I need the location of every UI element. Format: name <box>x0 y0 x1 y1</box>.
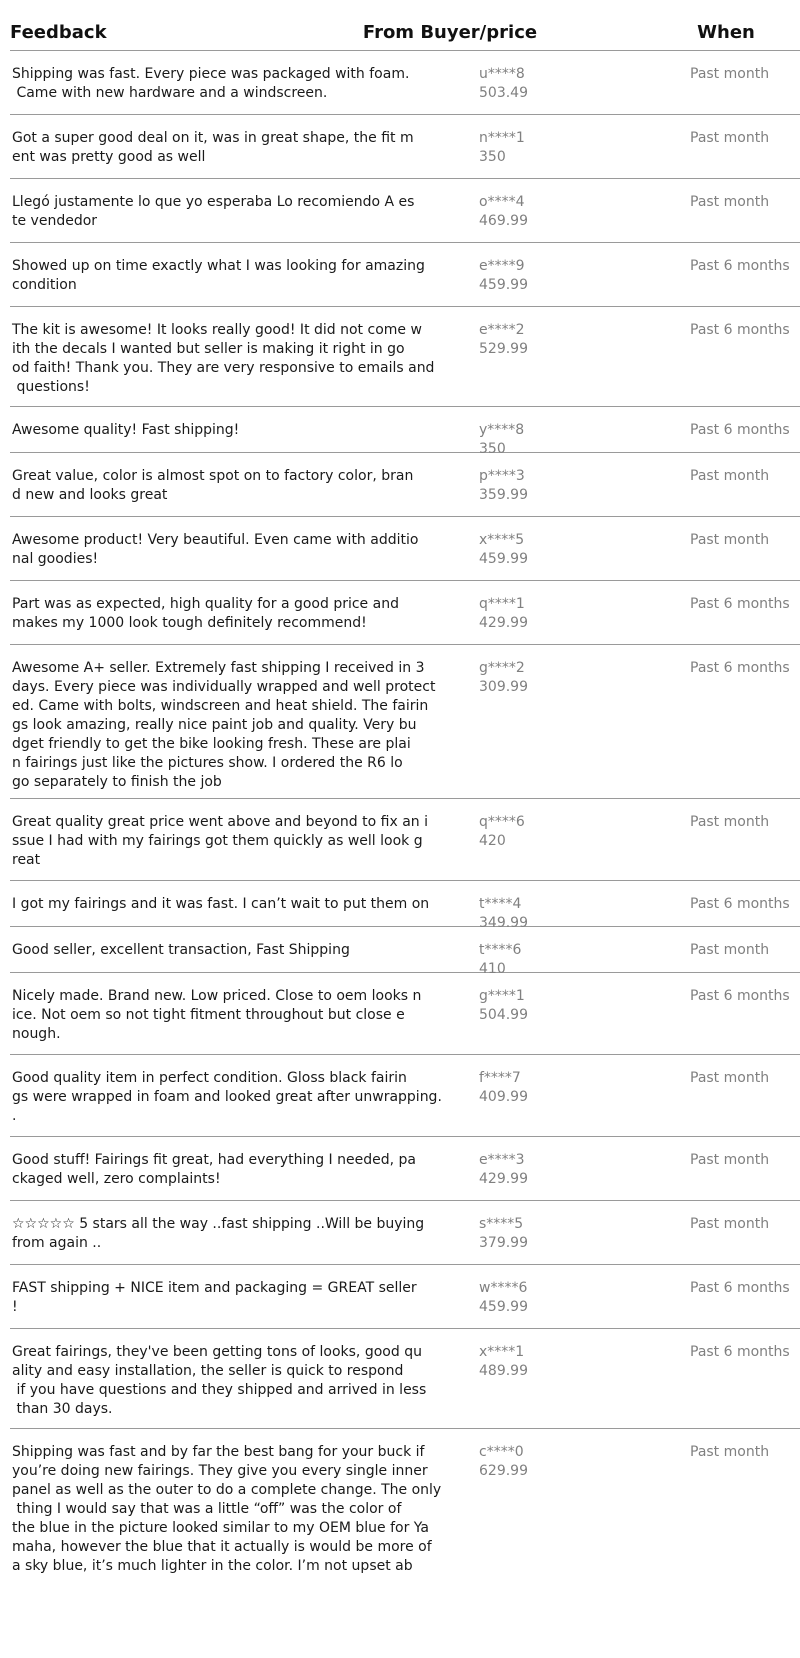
feedback-rows <box>10 51 800 1629</box>
feedback-text: Good seller, excellent transaction, Fast Shipping <box>12 942 350 958</box>
table-row <box>10 973 800 1055</box>
feedback-text: Got a super good deal on it, was in great shape, the fit m ent was pretty good as well <box>12 130 414 165</box>
feedback-when: Past 6 months <box>690 322 790 338</box>
buyer-price: 429.99 <box>479 1171 528 1187</box>
table-row <box>10 407 800 457</box>
buyer-info <box>479 193 528 231</box>
feedback-text: Good quality item in perfect condition. Gloss black fairin gs were wrapped in foam and looked great after unwrapping. . <box>12 1070 442 1124</box>
buyer-name: e****2 <box>479 322 525 338</box>
table-row <box>10 115 800 179</box>
table-header <box>10 0 800 51</box>
feedback-text: Awesome product! Very beautiful. Even came with additio nal goodies! <box>12 532 419 567</box>
feedback-when: Past 6 months <box>690 258 790 274</box>
buyer-name: e****3 <box>479 1152 525 1168</box>
feedback-text: Awesome quality! Fast shipping! <box>12 422 240 438</box>
table-row <box>10 453 800 517</box>
buyer-name: p****3 <box>479 468 525 484</box>
feedback-when: Past month <box>690 1070 770 1086</box>
buyer-name: u****8 <box>479 66 525 82</box>
table-row <box>10 1137 800 1201</box>
buyer-price: 503.49 <box>479 85 528 101</box>
table-row <box>10 1265 800 1329</box>
buyer-name: x****5 <box>479 532 525 548</box>
buyer-price: 409.99 <box>479 1089 528 1105</box>
buyer-name: t****6 <box>479 942 522 958</box>
buyer-info <box>479 1343 528 1381</box>
feedback-when: Past month <box>690 1216 770 1232</box>
feedback-when: Past month <box>690 130 770 146</box>
feedback-table <box>10 0 800 1629</box>
feedback-when: Past month <box>690 1152 770 1168</box>
buyer-info <box>479 595 528 633</box>
buyer-price: 379.99 <box>479 1235 528 1251</box>
buyer-price: 459.99 <box>479 277 528 293</box>
buyer-info <box>479 65 528 103</box>
feedback-text: Good stuff! Fairings fit great, had everything I needed, pa ckaged well, zero complaints! <box>12 1152 416 1187</box>
feedback-text: Part was as expected, high quality for a good price and makes my 1000 look tough definitely recommend! <box>12 596 399 631</box>
table-row <box>10 1329 800 1429</box>
feedback-when: Past 6 months <box>690 660 790 676</box>
feedback-when: Past month <box>690 66 770 82</box>
buyer-info <box>479 1151 528 1189</box>
buyer-price: 459.99 <box>479 1299 528 1315</box>
feedback-text: Great quality great price went above and beyond to fix an i ssue I had with my fairings got them quickly as well look g reat <box>12 814 428 868</box>
feedback-when: Past month <box>690 942 770 958</box>
table-row <box>10 645 800 799</box>
buyer-price: 489.99 <box>479 1363 528 1379</box>
buyer-info <box>479 257 528 295</box>
buyer-price: 350 <box>479 149 506 165</box>
feedback-when: Past month <box>690 1444 770 1460</box>
header-from-buyer-price: From Buyer/price <box>362 22 538 43</box>
buyer-price: 459.99 <box>479 551 528 567</box>
feedback-when: Past month <box>690 814 770 830</box>
buyer-name: f****7 <box>479 1070 521 1086</box>
buyer-name: q****6 <box>479 814 525 830</box>
buyer-info <box>479 531 528 569</box>
table-row <box>10 517 800 581</box>
buyer-info <box>479 129 525 167</box>
table-row <box>10 927 800 977</box>
buyer-price: 504.99 <box>479 1007 528 1023</box>
buyer-price: 410 <box>479 961 506 977</box>
buyer-price: 350 <box>479 441 506 457</box>
buyer-name: e****9 <box>479 258 525 274</box>
buyer-info <box>479 987 528 1025</box>
table-row <box>10 1201 800 1265</box>
buyer-name: o****4 <box>479 194 525 210</box>
buyer-name: s****5 <box>479 1216 524 1232</box>
buyer-price: 349.99 <box>479 915 528 931</box>
feedback-text: I got my fairings and it was fast. I can’t wait to put them on <box>12 896 430 912</box>
buyer-price: 359.99 <box>479 487 528 503</box>
buyer-info <box>479 813 525 851</box>
buyer-info <box>479 321 528 359</box>
buyer-info <box>479 1279 528 1317</box>
feedback-text: Great value, color is almost spot on to factory color, bran d new and looks great <box>12 468 414 503</box>
table-row <box>10 799 800 881</box>
feedback-text: Great fairings, they've been getting tons of looks, good qu ality and easy installation, the seller is quick to respond if you have questions and they shipped and arrived in less than 30 days. <box>12 1344 427 1417</box>
buyer-name: c****0 <box>479 1444 524 1460</box>
buyer-info <box>479 1215 528 1253</box>
feedback-text: Shipping was fast. Every piece was packaged with foam. Came with new hardware and a windscreen. <box>12 66 410 101</box>
buyer-name: x****1 <box>479 1344 525 1360</box>
feedback-when: Past 6 months <box>690 1280 790 1296</box>
buyer-name: g****1 <box>479 988 525 1004</box>
table-row <box>10 307 800 407</box>
buyer-name: w****6 <box>479 1280 528 1296</box>
feedback-text: FAST shipping + NICE item and packaging = GREAT seller ! <box>12 1280 417 1315</box>
feedback-when: Past month <box>690 194 770 210</box>
feedback-when: Past 6 months <box>690 896 790 912</box>
feedback-text: Showed up on time exactly what I was looking for amazing condition <box>12 258 425 293</box>
feedback-text: The kit is awesome! It looks really good! It did not come w ith the decals I wanted but seller is making it right in go od faith! Thank you. They are very responsive to emails and questions! <box>12 322 435 395</box>
table-row <box>10 179 800 243</box>
feedback-when: Past 6 months <box>690 596 790 612</box>
feedback-text: Awesome A+ seller. Extremely fast shipping I received in 3 days. Every piece was individually wrapped and well protect ed. Came with bolts, windscreen and heat shield. The fairin gs look amazing, really nice paint job and quality. Very bu dget friendly to get the bike looking fresh. These are plai n fairings just like the pictures show. I ordered the R6 lo go separately to finish the job <box>12 660 436 790</box>
buyer-info <box>479 467 528 505</box>
table-row <box>10 881 800 931</box>
buyer-name: q****1 <box>479 596 525 612</box>
table-row <box>10 51 800 115</box>
feedback-text: Nicely made. Brand new. Low priced. Close to oem looks n ice. Not oem so not tight fitment throughout but close e nough. <box>12 988 422 1042</box>
feedback-when: Past 6 months <box>690 1344 790 1360</box>
buyer-info <box>479 1069 528 1107</box>
header-when: When <box>697 22 755 43</box>
table-row <box>10 1429 800 1629</box>
feedback-when: Past 6 months <box>690 422 790 438</box>
buyer-name: t****4 <box>479 896 522 912</box>
buyer-info <box>479 659 528 697</box>
buyer-name: g****2 <box>479 660 525 676</box>
feedback-when: Past month <box>690 532 770 548</box>
feedback-when: Past 6 months <box>690 988 790 1004</box>
table-row <box>10 1055 800 1137</box>
feedback-text: Shipping was fast and by far the best bang for your buck if you’re doing new fairings. They give you every single inner panel as well as the outer to do a complete change. The only thing I would say that was a little “off” was the color of the blue in the picture looked similar to my OEM blue for Ya maha, however the blue that it actually is would be more of a sky blue, it’s much lighter in the color. I’m not upset ab <box>12 1444 442 1574</box>
header-feedback: Feedback <box>10 22 107 43</box>
feedback-text: ☆☆☆☆☆ 5 stars all the way ..fast shipping ..Will be buying from again .. <box>12 1216 425 1251</box>
buyer-price: 420 <box>479 833 506 849</box>
buyer-price: 629.99 <box>479 1463 528 1479</box>
table-row <box>10 243 800 307</box>
feedback-when: Past month <box>690 468 770 484</box>
buyer-price: 429.99 <box>479 615 528 631</box>
table-row <box>10 581 800 645</box>
buyer-name: n****1 <box>479 130 525 146</box>
feedback-text: Llegó justamente lo que yo esperaba Lo recomiendo A es te vendedor <box>12 194 415 229</box>
buyer-price: 469.99 <box>479 213 528 229</box>
buyer-name: y****8 <box>479 422 525 438</box>
buyer-price: 309.99 <box>479 679 528 695</box>
buyer-price: 529.99 <box>479 341 528 357</box>
buyer-info <box>479 1443 528 1481</box>
